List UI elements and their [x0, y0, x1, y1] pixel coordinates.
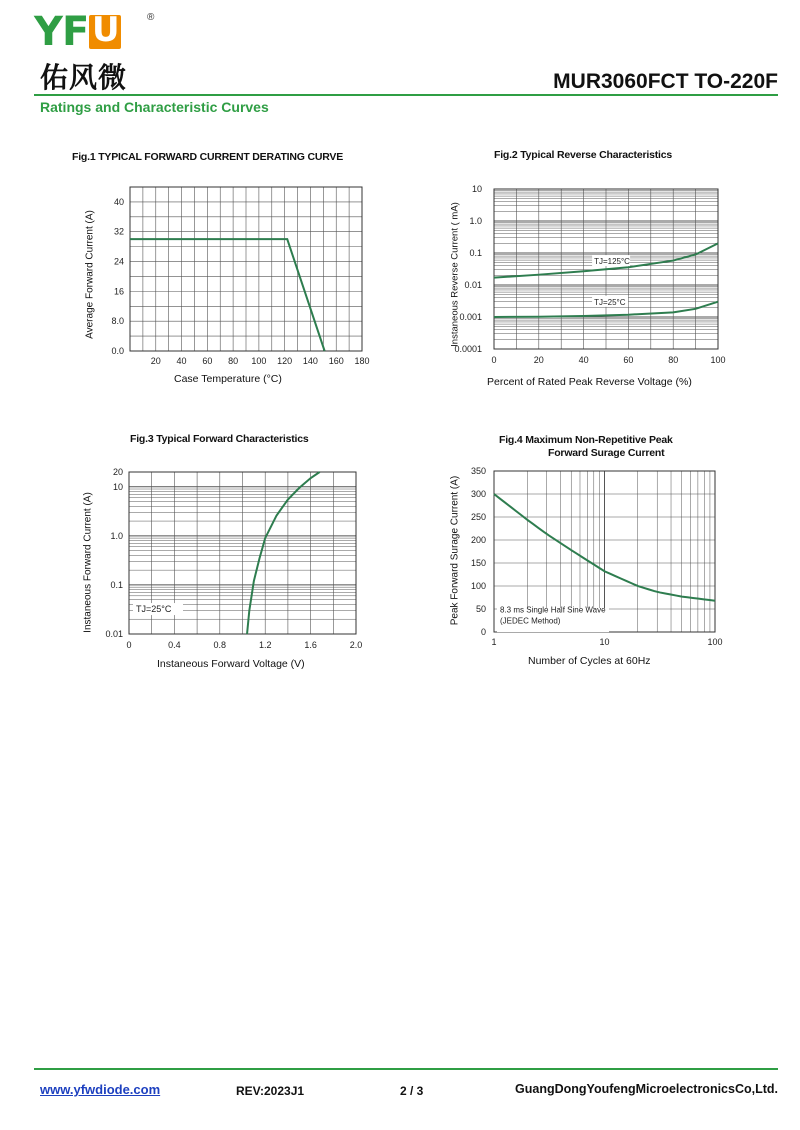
- fig2-x-axis-title: Percent of Rated Peak Reverse Voltage (%): [487, 376, 692, 388]
- fig2-x-tick-label: 100: [710, 355, 726, 365]
- fig3-x-tick-label: 1.2: [258, 640, 272, 650]
- fig2-x-tick-label: 40: [578, 355, 589, 365]
- fig2-label-tj25: TJ=25°C: [594, 297, 626, 307]
- fig3-y-tick-label: 0.1: [110, 579, 123, 590]
- fig1-x-axis-title: Case Temperature (°C): [174, 373, 282, 385]
- fig2-x-tick-label: 20: [533, 355, 544, 365]
- fig1-y-tick-label: 16: [113, 286, 124, 297]
- logo-mark: YF U: [34, 12, 121, 52]
- fig2-y-tick-label: 0.001: [459, 312, 482, 322]
- fig3-x-tick-label: 0.4: [168, 640, 181, 650]
- fig4-x-tick-label: 1: [491, 637, 497, 647]
- fig2-y-tick-label: 1.0: [469, 216, 482, 226]
- fig2-label-tj125: TJ=125°C: [594, 257, 630, 267]
- fig2-y-tick-label: 0.1: [469, 248, 482, 258]
- section-title: Ratings and Characteristic Curves: [40, 99, 269, 115]
- fig2-y-tick-label: 0.0001: [454, 344, 482, 354]
- fig3-y-tick-label: 1.0: [110, 530, 123, 541]
- fig2-x-tick-label: 0: [491, 355, 497, 365]
- fig2-y-tick-label: 10: [471, 184, 482, 194]
- fig4-y-tick-label: 250: [470, 512, 486, 522]
- fig2-x-tick-label: 80: [668, 355, 679, 365]
- fig3-x-tick-label: 2.0: [349, 640, 363, 650]
- fig4-note-line2: (JEDEC Method): [500, 616, 561, 626]
- fig1-x-tick-label: 80: [228, 356, 239, 366]
- company-name: GuangDongYoufengMicroelectronicsCo,Ltd.: [515, 1082, 778, 1096]
- fig4-y-tick-label: 350: [470, 466, 486, 476]
- fig4-title-line2: Forward Surage Current: [548, 447, 665, 459]
- fig1-x-tick-label: 20: [150, 356, 161, 366]
- fig3-y-tick-label: 0.01: [105, 629, 123, 639]
- fig3-x-tick-label: 1.6: [304, 640, 317, 650]
- fig1-x-tick-label: 140: [302, 356, 318, 366]
- footer-divider: [34, 1068, 778, 1070]
- fig1-x-tick-label: 120: [277, 356, 293, 366]
- fig1-x-tick-label: 160: [328, 356, 344, 366]
- fig1-y-tick-label: 24: [113, 256, 124, 267]
- fig3-title: Fig.3 Typical Forward Characteristics: [130, 433, 309, 445]
- fig4-title: Fig.4 Maximum Non-Repetitive Peak: [499, 434, 673, 446]
- fig1-x-tick-label: 40: [176, 356, 187, 366]
- fig3-y-tick-label: 20: [112, 467, 123, 477]
- part-number: MUR3060FCT TO-220F: [553, 70, 778, 93]
- fig3-x-tick-label: 0: [126, 640, 132, 650]
- fig2-y-tick-label: 0.01: [464, 280, 482, 290]
- website-link[interactable]: www.yfwdiode.com: [40, 1082, 161, 1097]
- fig4-y-tick-label: 50: [475, 604, 486, 614]
- fig4-y-tick-label: 200: [470, 535, 486, 545]
- fig4-note-line1: 8.3 ms Single Half Sine Wave: [500, 605, 606, 615]
- fig3-x-tick-label: 0.8: [213, 640, 227, 650]
- fig1-y-tick-label: 8.0: [111, 316, 124, 327]
- fig1-y-axis-title: Average Forward Current (A): [84, 210, 96, 339]
- fig3-y-tick-label: 10: [112, 481, 123, 492]
- fig1-x-tick-label: 100: [251, 356, 267, 366]
- fig1-y-tick-label: 32: [113, 226, 124, 237]
- fig4-x-tick-label: 100: [707, 637, 723, 647]
- fig1-title: Fig.1 TYPICAL FORWARD CURRENT DERATING CURVE: [72, 151, 344, 163]
- fig2-title: Fig.2 Typical Reverse Characteristics: [494, 149, 672, 161]
- fig4-y-tick-label: 100: [470, 581, 486, 591]
- fig1-x-tick-label: 60: [202, 356, 213, 366]
- fig2-x-tick-label: 60: [623, 355, 634, 365]
- fig2-y-axis-title: Instaneous Reverse Current ( mA): [449, 202, 461, 347]
- fig4-y-tick-label: 150: [470, 558, 486, 568]
- fig4-x-axis-title: Number of Cycles at 60Hz: [528, 655, 651, 667]
- fig4-y-axis-title: Peak Forward Surage Current (A): [449, 475, 461, 626]
- logo-chinese-name: 佑风微: [40, 61, 128, 94]
- fig1-x-tick-label: 180: [354, 356, 370, 366]
- fig1-y-tick-label: 40: [113, 196, 124, 207]
- fig4-y-tick-label: 0: [480, 627, 486, 637]
- fig1-y-tick-label: 0.0: [111, 346, 124, 356]
- fig3-y-axis-title: Instaneous Forward Current (A): [82, 492, 94, 633]
- fig3-x-axis-title: Instaneous Forward Voltage (V): [157, 658, 305, 670]
- fig3-label-tj25: TJ=25°C: [136, 604, 172, 615]
- registered-mark: ®: [147, 12, 155, 23]
- fig4-y-tick-label: 300: [470, 489, 486, 499]
- fig4-x-tick-label: 10: [599, 637, 610, 647]
- revision-label: REV:2023J1: [236, 1084, 305, 1098]
- page-number: 2 / 3: [400, 1084, 424, 1098]
